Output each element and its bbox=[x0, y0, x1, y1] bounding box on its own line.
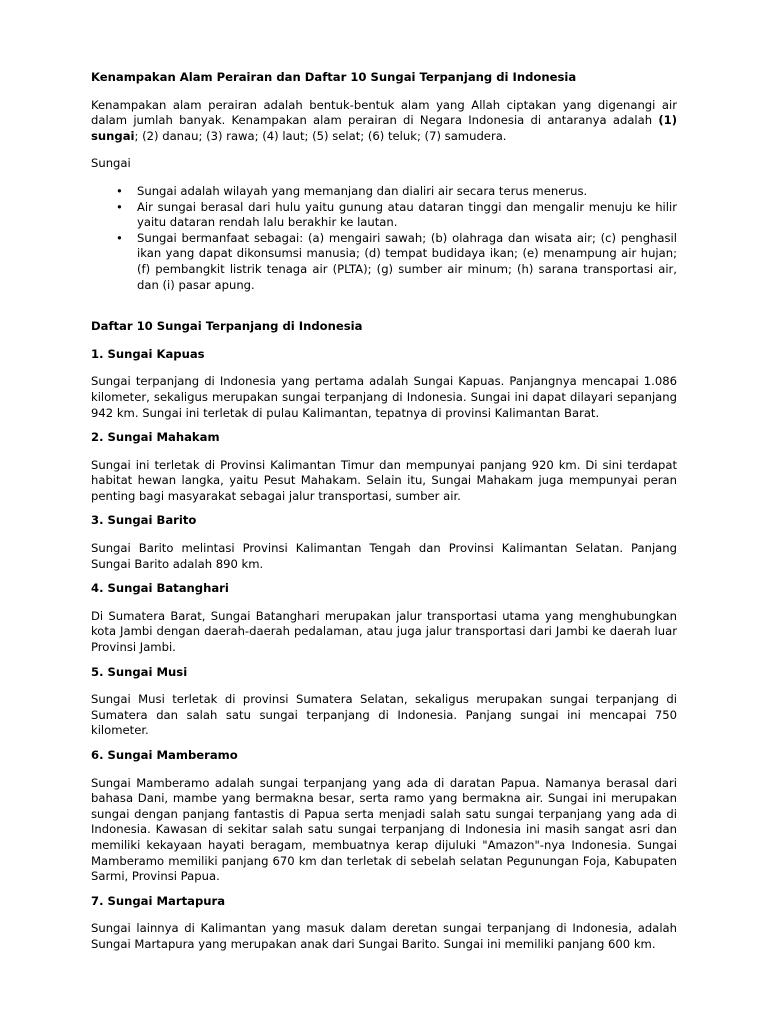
river-heading: 3. Sungai Barito bbox=[91, 513, 197, 528]
river-description: Di Sumatera Barat, Sungai Batanghari merupakan jalur transportasi utama yang menghubungkan kota Jambi dengan daerah-daerah pedalaman, atau juga jalur transportasi dari Jambi ke daerah luar Provinsi Jambi. bbox=[91, 608, 677, 655]
bullet-item bbox=[91, 184, 677, 200]
document-title: Kenampakan Alam Perairan dan Daftar 10 Sungai Terpanjang di Indonesia bbox=[91, 70, 577, 84]
river-description: Sungai Barito melintasi Provinsi Kalimantan Tengah dan Provinsi Kalimantan Selatan. Panjang Sungai Barito adalah 890 km. bbox=[91, 541, 677, 571]
bullet-text: Sungai adalah wilayah yang memanjang dan dialiri air secara terus menerus. bbox=[137, 183, 588, 198]
intro-paragraph bbox=[91, 98, 677, 145]
river-description: Sungai Mamberamo adalah sungai terpanjang yang ada di daratan Papua. Namanya berasal dari bahasa Dani, mambe yang bermakna besar, serta ramo yang bermakna air. Sungai ini merupakan sungai dengan panjang fantastis di Papua serta menjadi salah satu sungai terpanjang yang ada di Indonesia. Kawasan di sekitar salah satu sungai terpanjang di Indonesia ini masih sangat asri dan memiliki kekayaan hayati beragam, membuatnya kerap dijuluki "Amazon"-nya Indonesia. Sungai Mamberamo memiliki panjang 670 km dan terletak di sebelah selatan Pegunungan Foja, Kabupaten Sarmi, Provinsi Papua. bbox=[91, 775, 677, 884]
river-heading: 4. Sungai Batanghari bbox=[91, 581, 229, 596]
bullet-text: Sungai bermanfaat sebagai: (a) mengairi sawah; (b) olahraga dan wisata air; (c) penghasil ikan yang dapat dikonsumsi manusia; (d) tempat budidaya ikan; (e) menampung air hujan; (f) pembangkit listrik tenaga air (PLTA); (g) sumber air minum; (h) sarana transportasi air, dan (i) pasar apung. bbox=[137, 230, 677, 292]
river-description: Sungai terpanjang di Indonesia yang pertama adalah Sungai Kapuas. Panjangnya mencapai 1.086 kilometer, sekaligus merupakan sungai terpanjang di Indonesia. Sungai ini dapat dilayari sepanjang 942 km. Sungai ini terletak di pulau Kalimantan, tepatnya di provinsi Kalimantan Barat. bbox=[91, 374, 677, 420]
sungai-bullet-list bbox=[91, 184, 677, 293]
bullet-icon: • bbox=[116, 183, 123, 198]
bullet-item bbox=[91, 231, 677, 293]
river-heading: 5. Sungai Musi bbox=[91, 664, 188, 679]
bullet-icon: • bbox=[116, 199, 123, 214]
river-heading: 6. Sungai Mamberamo bbox=[91, 748, 238, 762]
intro-bold-sungai: (1) sungai bbox=[91, 113, 677, 143]
river-description: Sungai Musi terletak di provinsi Sumatera Selatan, sekaligus merupakan sungai terpanjang di Sumatera dan salah satu sungai terpanjang di Indonesia. Panjang sungai ini mencapai 750 kilometer. bbox=[91, 692, 677, 738]
river-description: Sungai lainnya di Kalimantan yang masuk dalam deretan sungai terpanjang di Indonesia, adalah Sungai Martapura yang merupakan anak dari Sungai Barito. Sungai ini memiliki panjang 600 km. bbox=[91, 921, 677, 951]
bullet-icon: • bbox=[116, 230, 123, 245]
intro-text-1: Kenampakan alam perairan adalah bentuk-bentuk alam yang Allah ciptakan yang digenangi air dalam jumlah banyak. Kenampakan alam perairan di Negara Indonesia di antaranya adalah bbox=[91, 97, 677, 128]
intro-text-2: ; (2) danau; (3) rawa; (4) laut; (5) selat; (6) teluk; (7) samudera. bbox=[134, 128, 507, 143]
river-heading: 2. Sungai Mahakam bbox=[91, 430, 220, 445]
section-heading-sungai: Sungai bbox=[91, 156, 131, 171]
river-description: Sungai ini terletak di Provinsi Kalimantan Timur dan mempunyai panjang 920 km. Di sini terdapat habitat hewan langka, yaitu Pesut Mahakam. Selain itu, Sungai Mahakam juga mempunyai peran penting bagi masyarakat sebagai jalur transportasi, sumber air. bbox=[91, 457, 677, 503]
list-heading: Daftar 10 Sungai Terpanjang di Indonesia bbox=[91, 319, 363, 334]
river-heading: 7. Sungai Martapura bbox=[91, 893, 226, 908]
river-heading: 1. Sungai Kapuas bbox=[91, 346, 205, 361]
bullet-text: Air sungai berasal dari hulu yaitu gunung atau dataran tinggi dan mengalir menuju ke hilir yaitu dataran rendah lalu berakhir ke lautan. bbox=[137, 199, 677, 230]
bullet-item bbox=[91, 200, 677, 231]
